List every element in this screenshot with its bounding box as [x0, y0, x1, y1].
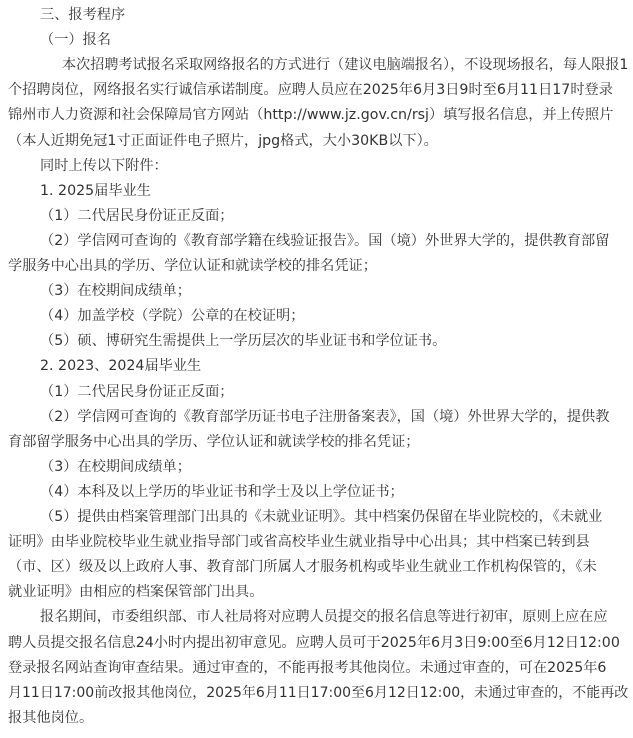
- group-2025-item-2-line: 学服务中心出具的学历、学位认证和就读学校的排名凭证；: [8, 258, 377, 274]
- review-paragraph-line: 月11日17:00前改报其他岗位，2025年6月11日17:00至6月12日12:00，未通过审查的，不能再改: [8, 684, 629, 701]
- review-paragraph-line: 聘人员提交报名信息24小时内提出初审意见。应聘人员可于2025年6月3日9:00至6月12日12:00: [8, 634, 620, 651]
- group-2023-2024-item-5-line: 证明》由毕业院校毕业生就业指导部门或省高校毕业生就业指导中心出具；其中档案已转到县: [8, 534, 590, 551]
- registration-method-paragraph-line: 本次招聘考试报名采取网络报名的方式进行（建议电脑端报名），不设现场报名，每人限报1: [62, 57, 629, 74]
- group-2023-2024-item-1-line: （1）二代居民身份证正反面；: [40, 383, 234, 400]
- group-2023-2024-item-2-line: （2）学信网可查询的《教育部学历证书电子注册备案表》，国（境）外世界大学的，提供教: [40, 408, 610, 425]
- group-2023-2024-item-2-line: 育部留学服务中心出具的学历、学位认证和就读学校的排名凭证；: [8, 433, 420, 450]
- group-2025-item-4-line: （4）加盖学校（学院）公章的在校证明；: [40, 308, 305, 325]
- group-2025-item-2-line: （2）学信网可查询的《教育部学籍在线验证报告》。国（境）外世界大学的，提供教育部留: [40, 232, 610, 249]
- registration-method-paragraph-line: 锦州市人力资源和社会保障局官方网站（http://www.jz.gov.cn/rsj）填写报名信息，并上传照片: [8, 107, 614, 124]
- group-2025-item-3-line: （3）在校期间成绩单；: [40, 283, 191, 300]
- group-2023-2024-item-3-line: （3）在校期间成绩单；: [40, 458, 191, 475]
- review-paragraph-line: 报其他岗位。: [8, 709, 94, 726]
- review-paragraph-line: 报名期间，市委组织部、市人社局将对应聘人员提交的报名信息等进行初审，原则上应在应: [40, 609, 608, 626]
- registration-method-paragraph-line: 个招聘岗位，网络报名实行诚信承诺制度。应聘人员应在2025年6月3日9时至6月11日17时登录: [8, 82, 613, 99]
- group-2025-item-1-line: （1）二代居民身份证正反面；: [40, 207, 234, 224]
- section-heading: 三、报考程序: [40, 7, 126, 23]
- group-2025-item-5-line: （5）硕、博研究生需提供上一学历层次的毕业证书和学位证书。: [40, 333, 447, 350]
- group-2023-2024-item-5-line: 就业证明》由相应的档案保管部门出具。: [8, 584, 264, 601]
- registration-method-paragraph-line: （本人近期免冠1寸正面证件电子照片，jpg格式，大小30KB以下）。: [8, 132, 438, 149]
- group-2023-2024-title-line: 2. 2023、2024届毕业生: [40, 358, 202, 375]
- subsection-heading: （一）报名: [40, 32, 111, 49]
- group-2023-2024-item-4-line: （4）本科及以上学历的毕业证书和学士及以上学位证书；: [40, 483, 404, 500]
- group-2023-2024-item-5-line: （市、区）级及以上政府人事、教育部门所属人才服务机构或毕业生就业工作机构保管的，《未: [8, 559, 597, 576]
- attachments-intro-line: 同时上传以下附件：: [40, 157, 168, 174]
- review-paragraph-line: 登录报名网站查询审查结果。通过审查的，不能再报考其他岗位。未通过审查的，可在2025年6: [8, 659, 607, 676]
- group-2023-2024-item-5-line: （5）提供由档案管理部门出具的《未就业证明》。其中档案仍保留在毕业院校的，《未就业: [40, 509, 603, 525]
- group-2025-title-line: 1. 2025届毕业生: [40, 182, 151, 199]
